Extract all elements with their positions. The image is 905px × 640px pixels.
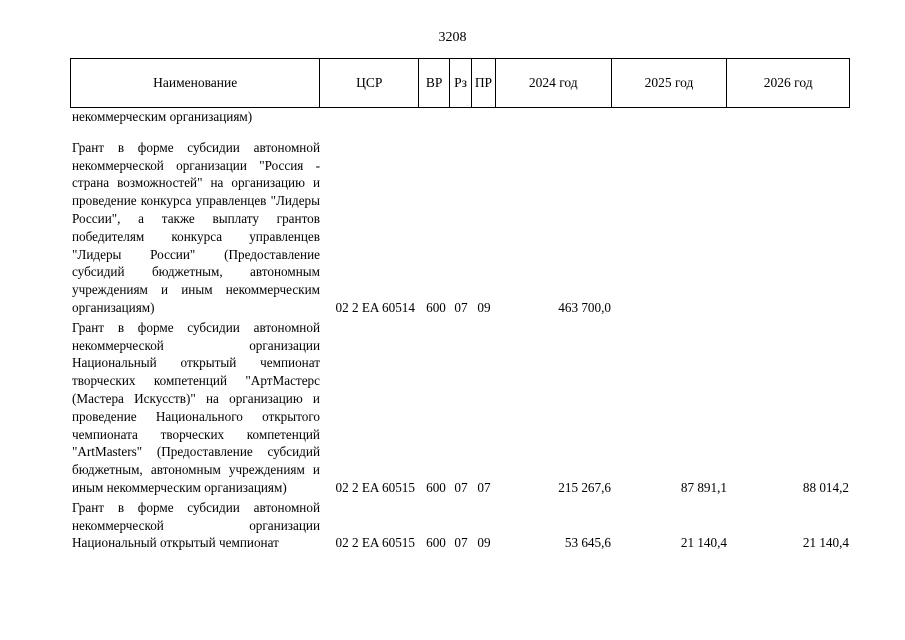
page-number: 3208 [438,30,467,45]
column-header-csr: ЦСР [320,59,419,107]
column-header-2024: 2024 год [496,59,612,107]
column-header-2026: 2026 год [763,75,813,90]
row-2024: 215 267,6 [558,479,611,495]
row-rz: 07 [454,299,468,315]
row-rz: 07 [454,479,468,495]
row-csr: 02 2 EA 60515 [335,479,415,495]
row-2025: 21 140,4 [680,535,727,551]
column-header-pr: ПР [472,59,496,107]
row-vr: 600 [426,479,446,495]
row-2025: 87 891,1 [680,479,727,495]
column-header-rz: Рз [450,59,472,107]
table-row [70,139,850,317]
column-header-vr: ВР [419,59,450,107]
column-header-2025: 2025 год [612,59,728,107]
row-name: Грант в форме субсидии автономной некоммерческой организации "Россия - страна возможностей" на организацию и проведение конкурса управленцев "Лидеры России", а также выплату грантов победителям конкурса управленцев "Лидеры России" (Предоставление субсидий бюджетным, автономным учреждениям и иным некоммерческим организациям) [72,139,320,315]
row-vr: 600 [426,299,446,315]
row-rz: 07 [454,535,468,551]
table-header [70,58,850,108]
table-body [70,108,850,554]
row-pr: 09 [477,299,491,315]
row-name: некоммерческим организациям) [72,109,253,124]
row-2026: 21 140,4 [802,535,849,551]
row-name: Грант в форме субсидии автономной некоммерческой организации Национальный открытый чемпионат [72,499,320,551]
column-header-name: Наименование [71,59,320,107]
row-2026: 88 014,2 [802,479,849,495]
row-csr: 02 2 EA 60515 [335,535,415,551]
row-name: Грант в форме субсидии автономной некоммерческой организации Национальный открытый чемпионат творческих компетенций "АртМастерс (Мастера Искусств)" на организацию и проведение Национального открытого чемпионата творческих компетенций "ArtMasters" (Предоставление субсидий бюджетным, автономным учреждениям и иным некоммерческим организациям) [72,319,320,495]
row-2024: 53 645,6 [564,535,611,551]
row-pr: 07 [477,479,491,495]
row-pr: 09 [477,535,491,551]
table-row [70,499,850,552]
row-2024: 463 700,0 [558,299,611,315]
table-row [70,108,850,126]
row-vr: 600 [426,535,446,551]
table-row [70,319,850,497]
row-csr: 02 2 EA 60514 [335,299,415,315]
